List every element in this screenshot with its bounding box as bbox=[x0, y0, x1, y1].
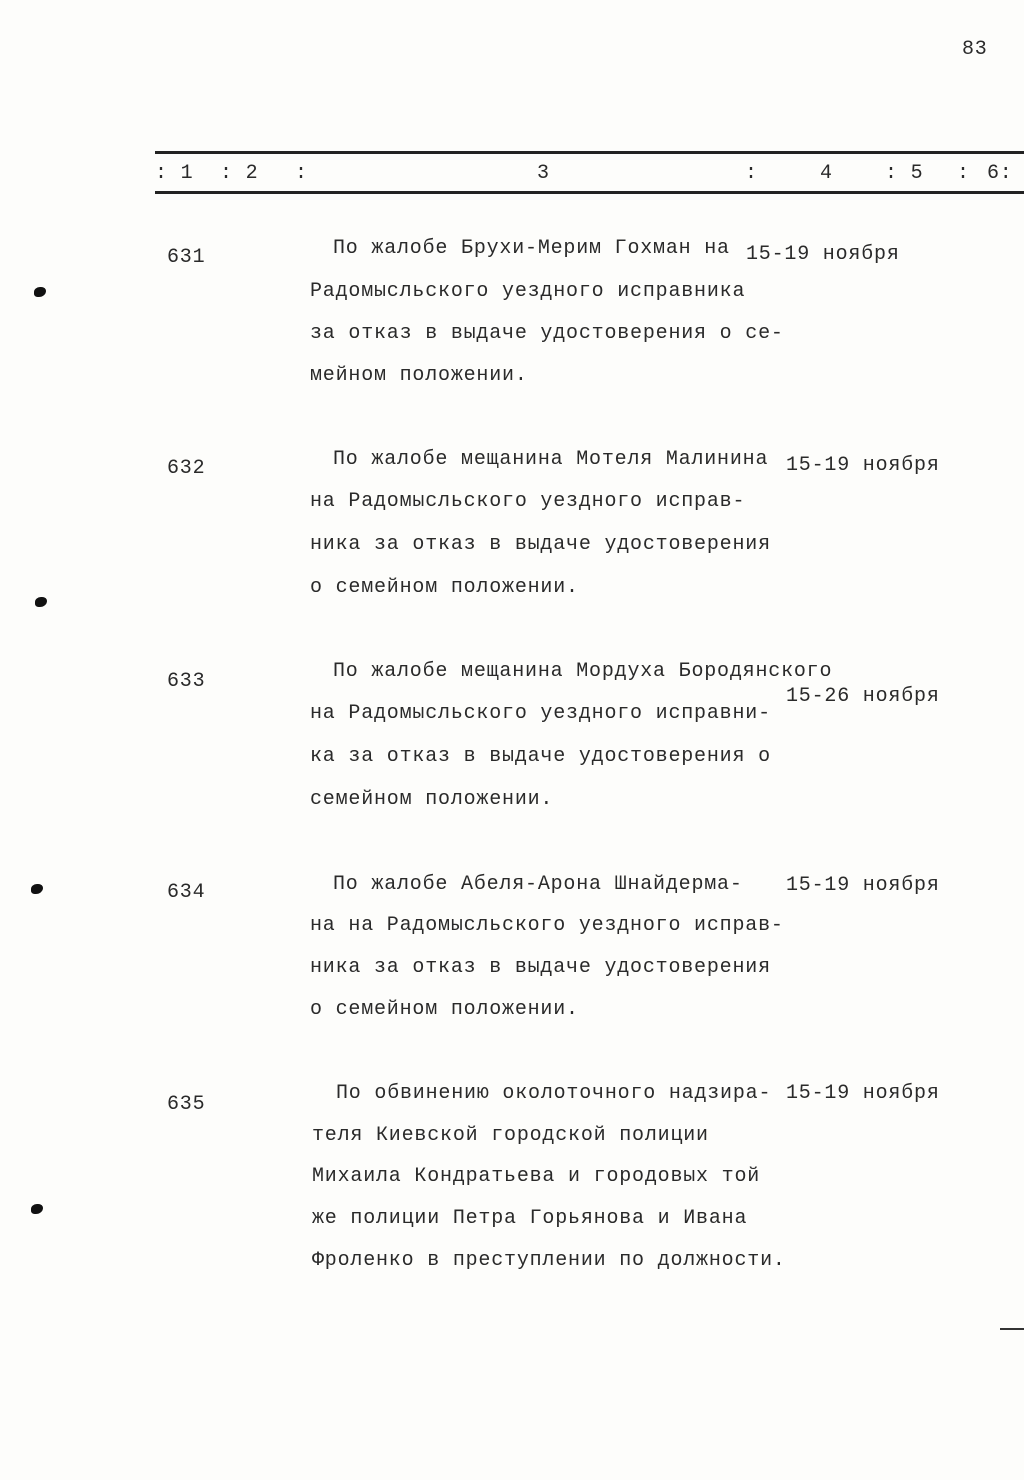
entry-date: 15-19 ноября bbox=[786, 874, 940, 897]
col-6: 6: bbox=[987, 162, 1013, 185]
entry-line: на на Радомысльского уездного исправ- bbox=[310, 914, 784, 937]
entry-line: Михаила Кондратьева и городовых той bbox=[312, 1165, 761, 1188]
col-5: : 5 bbox=[885, 162, 924, 185]
col-sep: : bbox=[745, 162, 758, 185]
entry-line: Фроленко в преступлении по должности. bbox=[312, 1249, 786, 1272]
col-4: 4 bbox=[820, 162, 833, 185]
entry-line: Радомысльского уездного исправника bbox=[310, 280, 746, 303]
entry-line: мейном положении. bbox=[310, 364, 528, 387]
entry-line: на Радомысльского уездного исправни- bbox=[310, 702, 771, 725]
entry-line: ника за отказ в выдаче удостоверения bbox=[310, 533, 771, 556]
entry-line: за отказ в выдаче удостоверения о се- bbox=[310, 322, 784, 345]
entry-line: же полиции Петра Горьянова и Ивана bbox=[312, 1207, 748, 1230]
punch-mark bbox=[35, 597, 47, 607]
entry-date: 15-19 ноября bbox=[786, 454, 940, 477]
entry-number: 635 bbox=[167, 1093, 206, 1116]
col-3: 3 bbox=[537, 162, 550, 185]
entry-line: о семейном положении. bbox=[310, 576, 579, 599]
entry-line: семейном положении. bbox=[310, 788, 554, 811]
page-number: 83 bbox=[962, 38, 988, 61]
entry-line: По жалобе мещанина Мордуха Бородянского bbox=[333, 660, 833, 683]
header-bottom-rule bbox=[155, 191, 1024, 194]
entry-date: 15-19 ноября bbox=[786, 1082, 940, 1105]
entry-number: 632 bbox=[167, 457, 206, 480]
entry-line: на Радомысльского уездного исправ- bbox=[310, 490, 746, 513]
entry-line: ника за отказ в выдаче удостоверения bbox=[310, 956, 771, 979]
col-sep: : bbox=[957, 162, 970, 185]
entry-line: По жалобе Брухи-Мерим Гохман на bbox=[333, 237, 730, 260]
entry-line: По жалобе мещанина Мотеля Малинина bbox=[333, 448, 769, 471]
punch-mark bbox=[31, 1204, 43, 1214]
header-top-rule bbox=[155, 151, 1024, 154]
entry-number: 633 bbox=[167, 670, 206, 693]
entry-number: 634 bbox=[167, 881, 206, 904]
entry-date: 15-19 ноября bbox=[746, 243, 900, 266]
col-sep: : bbox=[295, 162, 308, 185]
entry-number: 631 bbox=[167, 246, 206, 269]
entry-line: По жалобе Абеля-Арона Шнайдерма- bbox=[333, 873, 743, 896]
entry-line: о семейном положении. bbox=[310, 998, 579, 1021]
entry-line: По обвинению околоточного надзира- bbox=[336, 1082, 772, 1105]
col-1: : 1 bbox=[155, 162, 194, 185]
col-2: : 2 bbox=[220, 162, 259, 185]
entry-date: 15-26 ноября bbox=[786, 685, 940, 708]
edge-mark bbox=[1000, 1328, 1024, 1330]
entry-line: теля Киевской городской полиции bbox=[312, 1124, 709, 1147]
entry-line: ка за отказ в выдаче удостоверения о bbox=[310, 745, 771, 768]
punch-mark bbox=[34, 287, 46, 297]
punch-mark bbox=[31, 884, 43, 894]
